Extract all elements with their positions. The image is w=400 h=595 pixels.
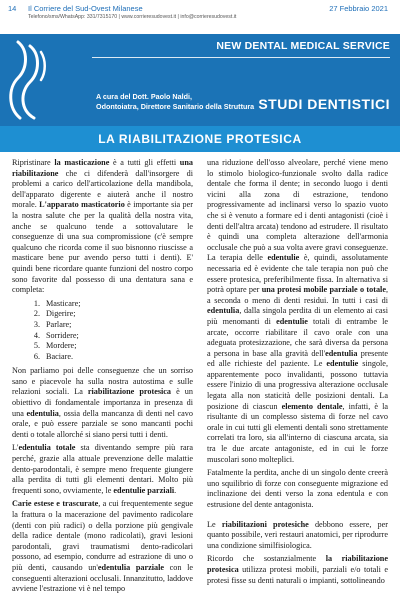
text-run: L' [12,443,19,453]
text-run: è un obiettivo di fondamentale importanza in presenza di una [12,387,193,418]
column-left [12,158,194,594]
bold-text: edentulia parziale [97,562,165,572]
text-run: che ci difenderà dall'insorgere di problemi a carico dell'articolazione della mandibola, dell'apparato digerente e aiuterà anche il nostro morale. [12,168,193,210]
text-run: è a tutti gli effetti [109,158,180,167]
text-run: debbono essere, per quanto possibile, veri restauri anatomici, per riprodurre una condizione similfisiologica. [207,519,389,550]
list-label: Baciare. [46,351,74,361]
text-run: Le [207,519,222,529]
bold-text: la masticazione [54,158,110,167]
list-label: Parlare; [46,319,72,329]
text-run: , a cui frequentemente segue la frattura o la macerazione del pavimento radicolare (denti con più radici) o della porzione più gengivale della radice dentale (mono radicolati), gravi lesioni parodontali, gravi traumatismi dento-radicolari possono, ad esempio, condurre ad estrazione di uno o più denti, causando un' [12,499,193,572]
list-label: Mordere; [46,341,77,351]
title-bar [0,126,400,152]
page-number: 14 [8,4,17,13]
text-run: presente ed alle richieste del paziente. Le [207,348,388,369]
author-line-2: Odontoiatra, Direttore Sanitario della Struttura [96,102,255,111]
list-label: Sorridere; [46,330,79,340]
paragraph [12,366,193,440]
publication-name: Il Corriere del Sud-Ovest Milanese [28,4,143,13]
bold-text: L'apparato masticatorio [39,200,125,210]
text-run: Ricordo che sostanzialmente [207,554,326,564]
text-run: è importante sia per la nostra salute che per la qualità della nostra vita, anche se qualcuno tende a sottovalutare le conseguenze di una sua compromissione (c'è sempre qualcuno che ricorda come il suo bisnonno riuscisse a masticare bene pur avendo perso tutti i denti). E' quindi bene ricordare quante funzioni del nostro corpo sono favorite dal possesso di una dentatura sana e completa: [12,200,194,295]
section-title: STUDI DENTISTICI [258,96,390,112]
list-item [12,341,193,352]
text-run: utilizza protesi mobili, parziali e/o totali e protesi fisse su denti naturali o impianti, sottolineando [207,564,388,585]
author-credit [96,92,254,112]
paragraph [12,499,193,594]
paragraph [12,443,193,496]
list-label: Digerire; [46,309,76,319]
paragraph [207,554,388,586]
list-number: 5. [33,341,40,351]
list-item [12,309,193,320]
contact-info: Telefono/sms/WhatsApp: 331/7315170 | www.corrieresudovest.it | info@corrieresudovest.it [28,14,237,20]
article-title: LA RIABILITAZIONE PROTESICA [98,132,302,146]
text-run: . [174,485,177,495]
list-number: 6. [33,351,40,361]
header-divider [92,57,390,58]
bold-text: edentulia [207,306,240,316]
bold-text: edentulie [267,253,300,263]
paragraph [12,158,193,296]
text-run: sta diventando sempre più rara perché, grazie alla attuale prevenzione delle malattie dento-parodontali, è sempre meno frequente giungere alla perdita di tutti gli elementi dentari. Molto più frequenti sono, ovviamente, le [12,443,193,495]
text-run: Fatalmente la perdita, anche di un singolo dente creerà uno squilibrio di forze con conseguente migrazione ed inclinazione dei denti verso la zona edentula e con estrusione del dente antagonista. [207,468,388,509]
text-run: , dalla singola perdita di un elemento ai casi più menomanti di [207,306,388,326]
bold-text: edentulia [26,408,59,418]
text-run: Non parliamo poi delle conseguenze che un sorriso sano e piacevole ha sulla nostra autostima e sulle relazioni sociali. La [12,366,193,397]
text-run: singole, apparentemente poco invalidanti, possono tuttavia essere l'inizio di una progressiva alterazione occlusale legata alla non staticità delle posizioni dentali. La posizione di ciascun [207,359,388,411]
text-run: , a seconda o meno di denti residui. In tutti i casi di [207,285,388,305]
text-run: , infatti, è la risultante di un complesso sistema di forze nel cavo orale in cui tutti gli elementi dentali sono strettamente correlati tra loro, sia all'interno di ciascuna arcata, sia tra le due arcate antagoniste, ed in cui le forze muscolari sono molteplici. [207,401,388,464]
list-item [12,331,193,342]
paragraph [207,520,388,552]
bold-text: Carie estese e trascurate [12,499,99,509]
list-label: Masticare; [46,298,81,308]
bold-text: edentulia totale [18,443,76,453]
bold-text: edentulie [276,316,308,326]
list-number: 3. [33,319,40,329]
text-run: con le conseguenti alterazioni occlusali. Innanzitutto, laddove avviene l'estrazione vi è nel tempo [12,562,193,594]
issue-date: 27 Febbraio 2021 [329,4,388,13]
list-item [12,299,193,310]
paragraph [207,468,388,510]
top-bar [0,0,400,34]
bold-text: edentulia [325,348,358,358]
list-number: 4. [33,330,40,340]
text-run: è, quindi, assolutamente necessaria ed è evidente che tale terapia non può che essere protesica, preferibilmente fissa. In alternativa si potrà optare per [207,253,388,295]
bold-text: riabilitazioni protesiche [221,519,309,529]
list-item [12,352,193,363]
bold-text: edentulie parziali [113,485,175,495]
text-run: Ripristinare [12,158,55,167]
paragraph [207,158,388,465]
service-title: NEW DENTAL MEDICAL SERVICE [216,40,390,52]
article-header [0,34,400,126]
bold-text: la riabilitazione protesica [207,554,388,574]
clinic-logo-icon [8,38,48,122]
list-item [12,320,193,331]
list-number: 2. [33,309,40,319]
bold-text: elemento dentale [281,401,343,411]
bold-text: una protesi mobile parziale o totale [261,285,386,295]
list-number: 1. [33,298,40,308]
text-run: totali di entrambe le arcate, occorre riabilitare il cavo orale con una adeguata protesizzazione, che sarà diversa da persona a persona in base alla gravità dell' [207,316,388,358]
bold-text: riabilitazione protesica [87,387,172,397]
author-line-1: A cura del Dott. Paolo Naldi, [96,92,192,101]
bold-text: edentulie [326,359,359,369]
function-list [12,299,193,363]
bold-text: una riabilitazione [12,158,193,178]
text-run: , ossia della mancanza di denti nel cavo orale, e può essere parziale se sono mancanti pochi denti o totale allorché si siano persi tutti i denti. [12,408,193,439]
column-right [207,158,389,585]
text-run: una riduzione dell'osso alveolare, perché viene meno lo stimolo biologico-funzionale svolto dalla radice dentale che forma il dente; in secondo luogo i denti vicini alla zona di estrazione, tendono progressivamente ad inclinarsi verso lo spazio vuoto che si è venuto a formare ed i denti antagonisti (cioè i denti dell'altra arcata) tendono ad estrudere. Il risultato è quindi una completa alterazione dell'armonia occlusale che può a sua volta avere gravi conseguenze. La terapia delle [207,158,388,263]
